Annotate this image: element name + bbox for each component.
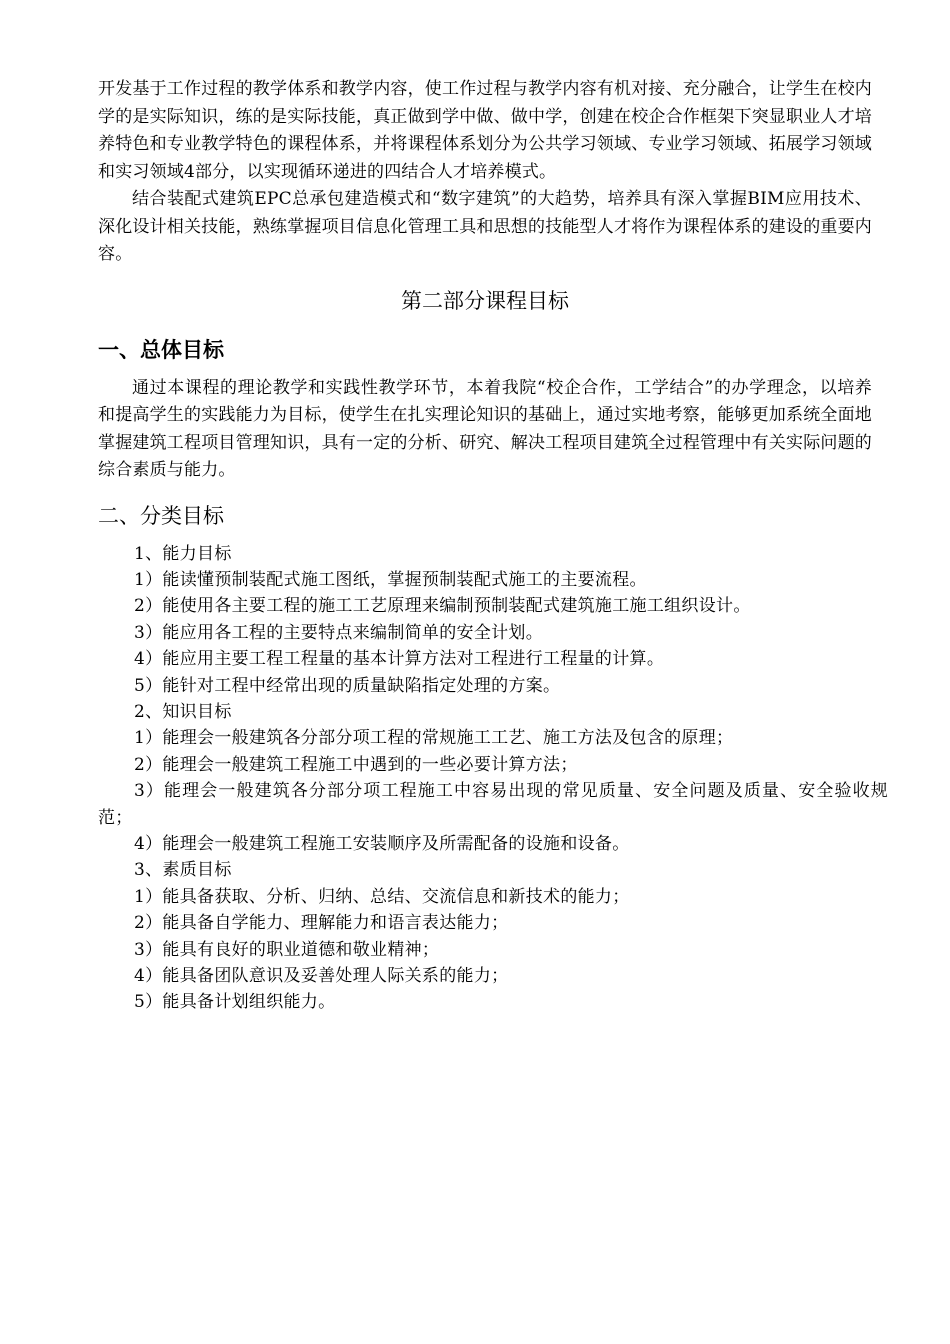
ability-heading: 1、能力目标 bbox=[134, 543, 232, 564]
list-item: 4）能应用主要工程工程量的基本计算方法对工程进行工程量的计算。 bbox=[134, 649, 665, 670]
list-item: 3）能具有良好的职业道德和敬业精神； bbox=[134, 939, 440, 960]
part-title: 第二部分课程目标 bbox=[401, 288, 569, 313]
knowledge-heading: 2、知识目标 bbox=[134, 701, 232, 722]
document-page bbox=[98, 76, 888, 1016]
overall-goal-paragraph: 通过本课程的理论教学和实践性教学环节，本着我院“校企合作，工学结合”的办学理念，以培养和提高学生的实践能力为目标，使学生在扎实理论知识的基础上，通过实地考察，能够更加系统全面地掌握建筑工程项目管理知识，具有一定的分析、研究、解决工程项目建筑全过程管理中有关实际问题的综合素质与能力。 bbox=[98, 377, 872, 480]
list-item: 1）能具备获取、分析、归纳、总结、交流信息和新技术的能力； bbox=[134, 886, 630, 907]
list-item: 3）能应用各工程的主要特点来编制简单的安全计划。 bbox=[134, 622, 544, 643]
list-item: 4）能具备团队意识及妥善处理人际关系的能力； bbox=[134, 966, 509, 986]
list-item: 5）能针对工程中经常出现的质量缺陷指定处理的方案。 bbox=[134, 675, 561, 696]
section-title-classified: 二、分类目标 bbox=[98, 503, 224, 528]
list-item: 5）能具备计划组织能力。 bbox=[134, 992, 336, 1013]
list-item: 3）能理会一般建筑各分部分项工程施工中容易出现的常见质量、安全问题及质量、安全验收规范； bbox=[98, 781, 888, 828]
quality-heading: 3、素质目标 bbox=[134, 860, 232, 881]
list-item: 2）能理会一般建筑工程施工中遇到的一些必要计算方法； bbox=[134, 754, 578, 775]
list-item: 2）能具备自学能力、理解能力和语言表达能力； bbox=[134, 913, 509, 934]
list-item: 1）能理会一般建筑各分部分项工程的常规施工工艺、施工方法及包含的原理； bbox=[134, 728, 734, 749]
list-item: 2）能使用各主要工程的施工工艺原理来编制预制装配式建筑施工施工组织设计。 bbox=[134, 596, 751, 617]
intro-paragraph-1: 开发基于工作过程的教学体系和教学内容，使工作过程与教学内容有机对接、充分融合，让学生在校内学的是实际知识，练的是实际技能，真正做到学中做、做中学，创建在校企合作框架下突显职业人才培养特色和专业教学特色的课程体系，并将课程体系划分为公共学习领域、专业学习领域、拓展学习领域和实习领域4部分，以实现循环递进的四结合人才培养模式。 bbox=[98, 79, 872, 182]
list-item: 1）能读懂预制装配式施工图纸，掌握预制装配式施工的主要流程。 bbox=[134, 569, 647, 590]
list-item: 4）能理会一般建筑工程施工安装顺序及所需配备的设施和设备。 bbox=[134, 833, 630, 854]
section-title-overall: 一、总体目标 bbox=[98, 337, 224, 362]
intro-paragraph-2: 结合装配式建筑EPC总承包建造模式和“数字建筑”的大趋势，培养具有深入掌握BIM应用技术、深化设计相关技能，熟练掌握项目信息化管理工具和思想的技能型人才将作为课程体系的建设的重要内容。 bbox=[98, 189, 872, 264]
